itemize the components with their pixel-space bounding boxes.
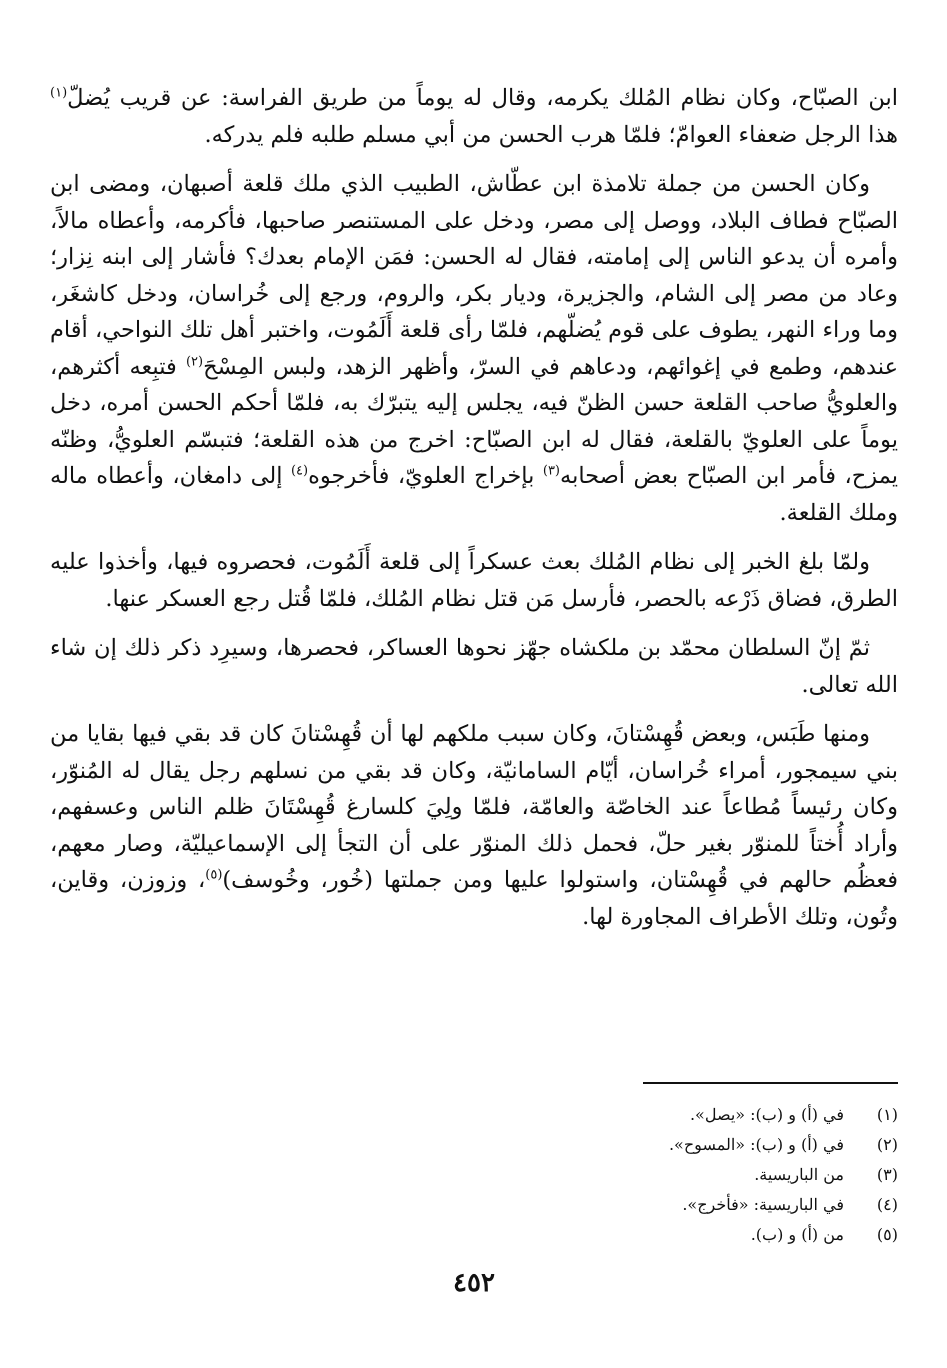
paragraph-text: ولمّا بلغ الخبر إلى نظام المُلك بعث عسكراً إلى قلعة أَلَمُوت، فحصروه فيها، وأخذوا عليه الطرق، فضاق ذَرْعه بالحصر، فأرسل مَن قتل نظام المُلك، فلمّا قُتل رجع العسكر عنها. xyxy=(50,549,898,612)
paragraph-text: ومنها طَبَس، وبعض قُهِسْتانَ، وكان سبب ملكهم لها أن قُهِسْتانَ كان قد بقي فيها بقايا من بني سيمجور، أمراء خُراسان، أيّام السامانيّة، وكان قد بقي من نسلهم رجل يقال له المُنوّر، وكان رئيساً مُطاعاً عند الخاصّة والعامّة، فلمّا ولِيَ كلسارغ قُهِسْتَانَ ظلم الناس وعسفهم، وأراد أُختاً للمنوّر بغير حلّ، فحمل ذلك المنوّر على أن التجأ إلى الإسماعيليّة، وصار معهم، فعظُم حالهم في قُهِسْتان، واستولوا عليها ومن جملتها (خُور، وخُوسف) xyxy=(50,721,898,893)
page-number: ٤٥٢ xyxy=(453,1268,495,1298)
book-page xyxy=(50,80,898,1320)
footnote-number: (٤) xyxy=(876,1195,898,1214)
footnote-5 xyxy=(498,1220,898,1250)
main-text xyxy=(50,80,898,935)
footnote-divider xyxy=(643,1082,898,1084)
footnote-text: من الباريسية. xyxy=(754,1165,844,1184)
footnote-text: من (أ) و (ب). xyxy=(750,1225,844,1244)
footnote-text: في (أ) و (ب): «يصل». xyxy=(689,1105,844,1124)
footnote-number: (١) xyxy=(876,1105,898,1124)
footnote-1 xyxy=(498,1100,898,1130)
footnotes xyxy=(498,1100,898,1250)
paragraph-1 xyxy=(50,80,898,153)
footnote-number: (٣) xyxy=(876,1165,898,1184)
footnote-reference-2: (٢) xyxy=(185,354,204,369)
paragraph-text: فتبِعه أكثرهم، والعلويُّ صاحب القلعة حسن الظنّ فيه، يجلس إليه يتبرّك به، فلمّا أحكم الحسن أمره، دخل يوماً على العلويّ بالقلعة، فقال له ابن الصبّاح: اخرج من هذه القلعة؛ فتبسّم العلويُّ، وظنّه يمزح، فأمر ابن الصبّاح بعض أصحابه xyxy=(50,353,898,489)
footnote-number: (٢) xyxy=(876,1135,898,1154)
footnote-reference-4: (٤) xyxy=(290,463,309,479)
paragraph-text: هذا الرجل ضعفاء العوامّ؛ فلمّا هرب الحسن من أبي مسلم طلبه فلم يدركه. xyxy=(204,121,898,148)
paragraph-3 xyxy=(50,544,898,617)
footnote-2 xyxy=(498,1130,898,1160)
paragraph-5 xyxy=(50,716,898,935)
footnote-3 xyxy=(498,1160,898,1190)
paragraph-text: بإخراج العلويّ، فأخرجوه xyxy=(308,463,543,489)
footnote-reference-3: (٣) xyxy=(542,463,560,479)
footnote-text: في الباريسية: «فأخرج». xyxy=(682,1195,844,1214)
footnote-reference-5: (٥) xyxy=(205,867,223,883)
paragraph-text: ثمّ إنّ السلطان محمّد بن ملكشاه جهّز نحوها العساكر، فحصرها، وسيرِد ذكر ذلك إن شاء الله تعالى. xyxy=(50,635,898,698)
footnote-number: (٥) xyxy=(876,1225,898,1244)
paragraph-text: ابن الصبّاح، وكان نظام المُلك يكرمه، وقال له يوماً من طريق الفراسة: عن قريب يُضلّ xyxy=(67,85,898,111)
footnote-4 xyxy=(498,1190,898,1220)
paragraph-text: إلى دامغان، وأعطاه ماله وملك القلعة. xyxy=(50,463,898,526)
paragraph-4 xyxy=(50,630,898,703)
footnote-reference-1: (١) xyxy=(50,85,68,101)
footnote-text: في (أ) و (ب): «المسوح». xyxy=(668,1135,844,1154)
paragraph-text: ، وزوزن، وقاين، وتُون، وتلك الأطراف المجاورة لها. xyxy=(50,867,898,930)
paragraph-2 xyxy=(50,166,898,531)
paragraph-text: وكان الحسن من جملة تلامذة ابن عطّاش، الطبيب الذي ملك قلعة أصبهان، ومضى ابن الصبّاح فطاف البلاد، ووصل إلى مصر، ودخل على المستنصر صاحبها، فأكرمه، وأعطاه مالاً، وأمره أن يدعو الناس إلى إمامته، فقال له الحسن: فمَن الإمام بعدك؟ فأشار إلى ابنه نِزار؛ وعاد من مصر إلى الشام، والجزيرة، وديار بكر، والروم، ورجع إلى خُراسان، ودخل كاشغَر، وما وراء النهر، يطوف على قوم يُضلّهم، فلمّا رأى قلعة أَلَمُوت، واختبر أهل تلك النواحي، أقام عندهم، وطمع في إغوائهم، ودعاهم في السرّ، وأظهر الزهد، ولبس المِسْحَ xyxy=(50,171,898,380)
